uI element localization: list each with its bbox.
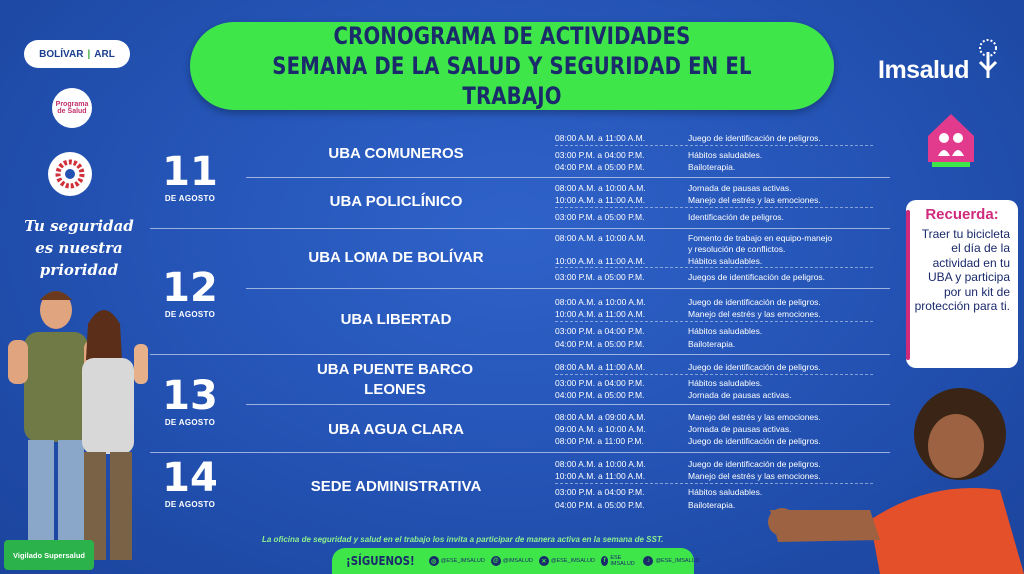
- time-slot: 04:00 P.M. a 05:00 P.M.: [555, 162, 645, 172]
- time-slot: 04:00 P.M. a 05:00 P.M.: [555, 390, 645, 400]
- reminder-box: [906, 200, 1018, 368]
- time-slot: 03:00 P.M. a 04:00 P.M.: [555, 378, 645, 388]
- activity: Hábitos saludables.: [688, 378, 763, 388]
- activity: Hábitos saludables.: [688, 256, 763, 266]
- slogan-text: Tu seguridad es nuestra prioridad: [24, 217, 134, 279]
- title-line-2: SEMANA DE LA SALUD Y SEGURIDAD EN EL TRABAJO: [272, 52, 752, 110]
- activity: Identificación de peligros.: [688, 212, 784, 222]
- time-slot: 04:00 P.M. a 05:00 P.M.: [555, 339, 645, 349]
- follow-us-label: ¡SÍGUENOS!: [346, 554, 415, 568]
- activity-continuation: y resolución de conflictos.: [688, 244, 786, 254]
- social-instagram[interactable]: ◎ @ESE_IMSALUD: [429, 556, 485, 566]
- bolivar-arl-logo: [24, 40, 130, 68]
- tree-icon: [972, 38, 1004, 80]
- day-12: [150, 265, 230, 319]
- day-14: [150, 455, 230, 509]
- title-line-1: CRONOGRAMA DE ACTIVIDADES: [333, 22, 691, 50]
- time-slot: 08:00 A.M. a 10:00 A.M.: [555, 233, 646, 243]
- activity: Juego de identificación de peligros.: [688, 459, 821, 469]
- social-facebook[interactable]: f ESE IMSALUD: [601, 555, 637, 567]
- time-slot: 08:00 A.M. a 10:00 A.M.: [555, 297, 646, 307]
- day-number: 11: [162, 149, 218, 195]
- activity: Jornada de pausas activas.: [688, 183, 792, 193]
- uba-name: UBA COMUNEROS: [328, 145, 464, 162]
- day-separator: [150, 452, 890, 453]
- social-bar: [332, 548, 700, 574]
- community-logo: [48, 152, 92, 196]
- activity: Juego de identificación de peligros.: [688, 297, 821, 307]
- row-divider: [555, 145, 873, 146]
- uba-separator: [246, 177, 890, 178]
- x-icon: ✕: [539, 556, 549, 566]
- row-divider: [555, 321, 873, 322]
- time-slot: 08:00 A.M. a 10:00 A.M.: [555, 459, 646, 469]
- reminder-accent-bar: [906, 210, 910, 360]
- activity: Manejo del estrés y las emociones.: [688, 195, 821, 205]
- activity: Jornada de pausas activas.: [688, 424, 792, 434]
- time-slot: 09:00 A.M. a 10:00 A.M.: [555, 424, 646, 434]
- time-slot: 03:00 P.M. a 04:00 P.M.: [555, 487, 645, 497]
- programa-salud-text: Programa de Salud: [55, 101, 89, 115]
- threads-icon: @: [491, 556, 501, 566]
- uba-name: UBA LIBERTAD: [340, 311, 452, 328]
- day-number: 14: [162, 455, 218, 501]
- footer-invitation: La oficina de seguridad y salud en el trabajo los invita a participar de manera activa en la semana de SST.: [262, 535, 664, 544]
- activity: Bailoterapia.: [688, 339, 736, 349]
- day-month: DE AGOSTO: [164, 418, 216, 427]
- activity: Manejo del estrés y las emociones.: [688, 309, 821, 319]
- activity: Bailoterapia.: [688, 162, 736, 172]
- uba-name: UBA POLICLÍNICO: [329, 193, 463, 210]
- time-slot: 04:00 P.M. a 05:00 P.M.: [555, 500, 645, 510]
- activity: Juegos de identificación de peligros.: [688, 272, 826, 282]
- activity: Bailoterapia.: [688, 500, 736, 510]
- day-month: DE AGOSTO: [164, 310, 216, 319]
- time-slot: 03:00 P.M. a 05:00 P.M.: [555, 272, 645, 282]
- facebook-icon: f: [601, 556, 608, 566]
- activity: Juego de identificación de peligros.: [688, 133, 821, 143]
- social-tiktok[interactable]: ♪ @ESE_IMSALUD: [643, 556, 699, 566]
- reminder-title: Recuerda:: [925, 206, 999, 223]
- reminder-text: Traer tu bicicleta el día de la actividad en tu UBA y participa por un kit de protección para ti.: [914, 227, 1010, 313]
- row-divider: [555, 483, 873, 484]
- arl-logo-text: ARL: [94, 48, 115, 60]
- day-number: 12: [162, 265, 218, 311]
- programa-salud-logo: [52, 88, 92, 128]
- thumbs-up-people-image: [0, 280, 168, 574]
- vigilado-supersalud-badge: Vigilado Supersalud: [4, 540, 94, 570]
- time-slot: 08:00 A.M. a 11:00 A.M.: [555, 362, 646, 372]
- day-number: 13: [162, 373, 218, 419]
- imsalud-logo-text: Imsalud: [878, 56, 969, 84]
- time-slot: 03:00 P.M. a 05:00 P.M.: [555, 212, 645, 222]
- uba-name: UBA AGUA CLARA: [328, 421, 464, 438]
- instagram-icon: ◎: [429, 556, 439, 566]
- time-slot: 08:00 A.M. a 09:00 A.M.: [555, 412, 646, 422]
- uba-name: UBA LOMA DE BOLÍVAR: [308, 249, 484, 266]
- social-threads[interactable]: @ @IMSALUD: [491, 556, 533, 566]
- day-13: [150, 373, 230, 427]
- time-slot: 03:00 P.M. a 04:00 P.M.: [555, 326, 645, 336]
- row-divider: [555, 207, 873, 208]
- time-slot: 10:00 A.M. a 11:00 A.M.: [555, 309, 646, 319]
- day-separator: [150, 354, 890, 355]
- uba-name: UBA PUENTE BARCO LEONES: [316, 361, 474, 398]
- activity: Juego de identificación de peligros.: [688, 362, 821, 372]
- day-11: [150, 149, 230, 203]
- activity: Fomento de trabajo en equipo-manejo: [688, 233, 833, 243]
- social-x[interactable]: ✕ @ESE_IMSALUD: [539, 556, 595, 566]
- time-slot: 03:00 P.M. a 04:00 P.M.: [555, 150, 645, 160]
- home-family-icon: [924, 110, 978, 168]
- activity: Juego de identificación de peligros.: [688, 436, 821, 446]
- time-slot: 08:00 A.M. a 11:00 A.M.: [555, 133, 646, 143]
- community-circle-icon: [52, 156, 88, 192]
- day-separator: [150, 228, 890, 229]
- day-month: DE AGOSTO: [164, 194, 216, 203]
- day-month: DE AGOSTO: [164, 500, 216, 509]
- title-banner: [190, 22, 834, 110]
- row-divider: [555, 374, 873, 375]
- time-slot: 08:00 P.M. a 11:00 P.M.: [555, 436, 644, 446]
- activity: Hábitos saludables.: [688, 326, 763, 336]
- uba-separator: [246, 288, 890, 289]
- row-divider: [555, 267, 873, 268]
- time-slot: 10:00 A.M. a 11:00 A.M.: [555, 256, 646, 266]
- activity: Manejo del estrés y las emociones.: [688, 471, 821, 481]
- activity: Hábitos saludables.: [688, 150, 763, 160]
- activity: Hábitos saludables.: [688, 487, 763, 497]
- activity: Jornada de pausas activas.: [688, 390, 792, 400]
- tiktok-icon: ♪: [643, 556, 653, 566]
- uba-name: SEDE ADMINISTRATIVA: [310, 478, 482, 495]
- time-slot: 10:00 A.M. a 11:00 A.M.: [555, 195, 646, 205]
- uba-separator: [246, 404, 890, 405]
- activity: Manejo del estrés y las emociones.: [688, 412, 821, 422]
- logo-separator: |: [87, 48, 91, 60]
- time-slot: 08:00 A.M. a 10:00 A.M.: [555, 183, 646, 193]
- bolivar-logo-text: BOLÍVAR: [39, 48, 84, 60]
- time-slot: 10:00 A.M. a 11:00 A.M.: [555, 471, 646, 481]
